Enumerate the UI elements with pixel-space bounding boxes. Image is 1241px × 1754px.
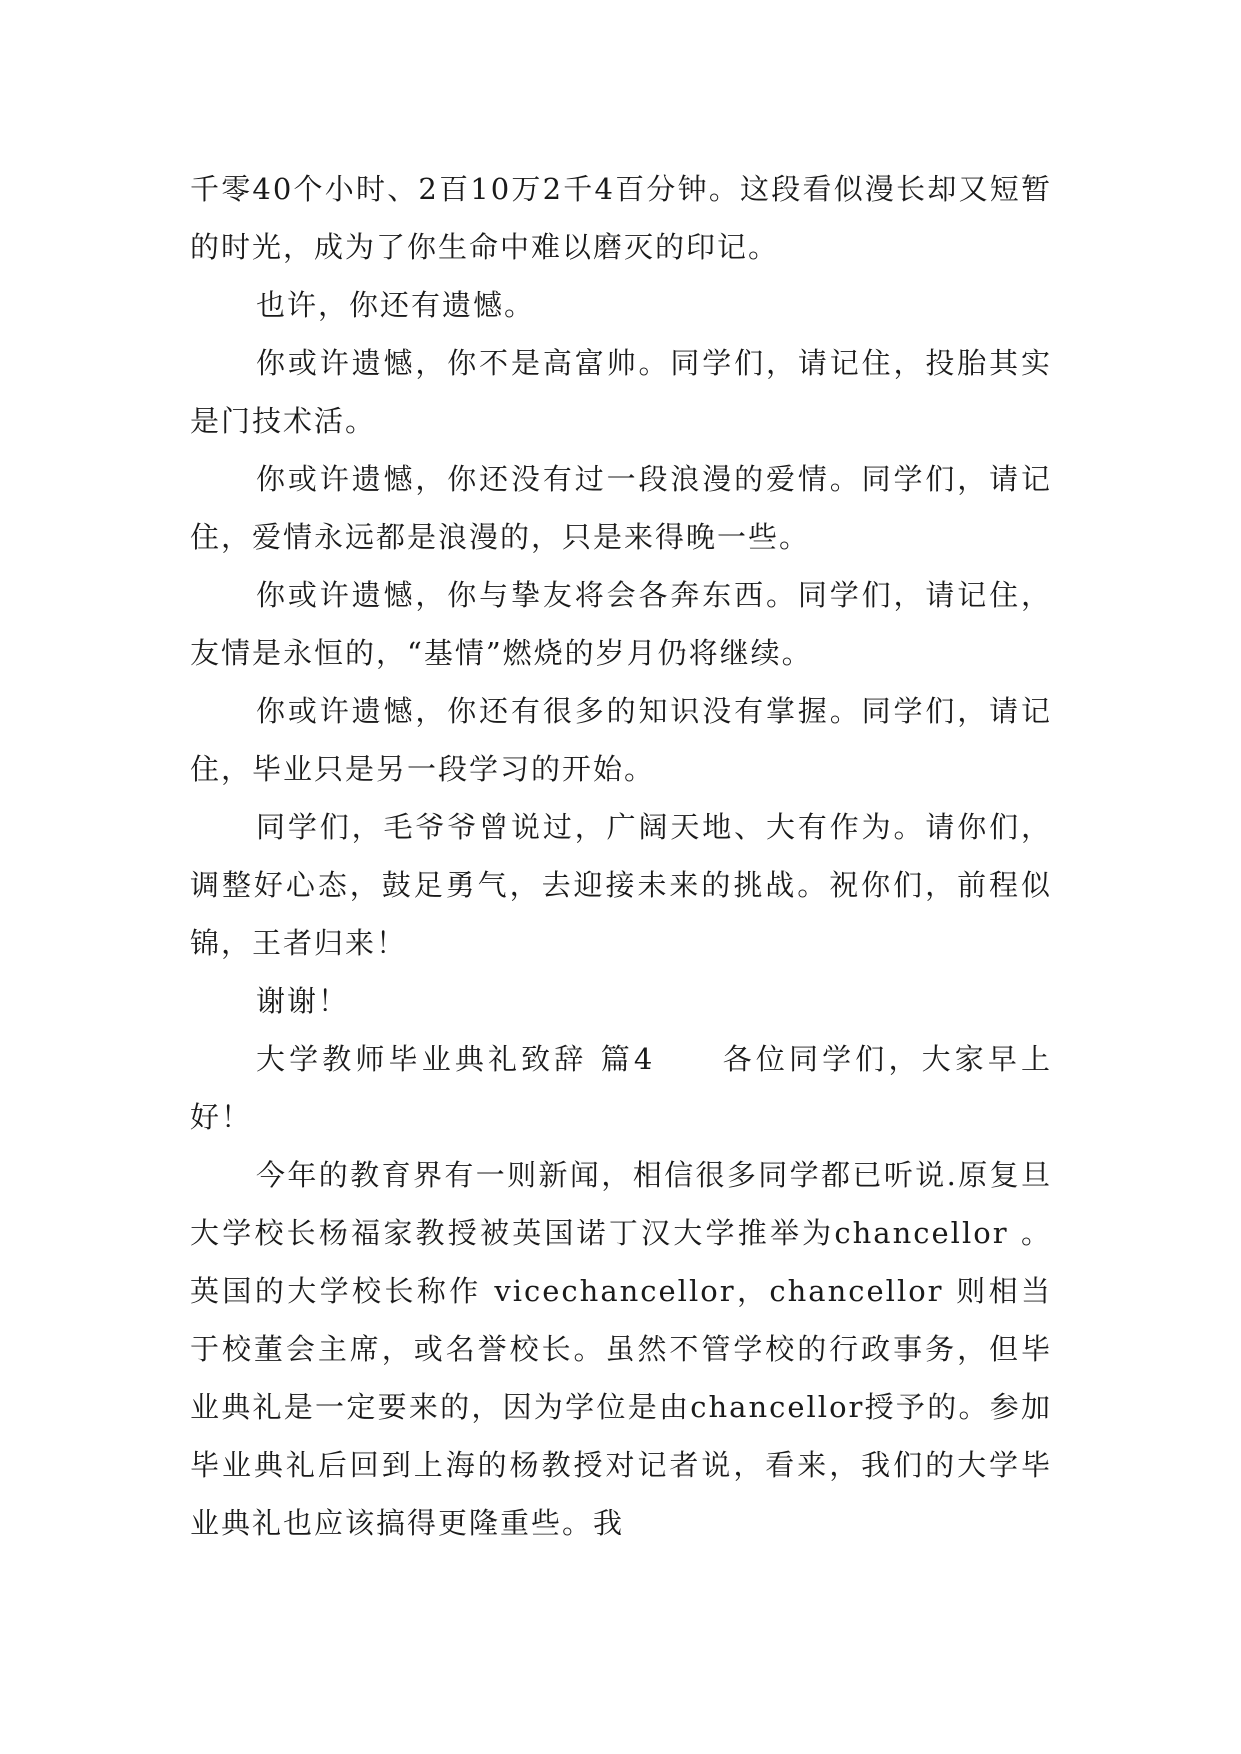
paragraph-6: 你或许遗憾，你还有很多的知识没有掌握。同学们，请记住，毕业只是另一段学习的开始。 bbox=[190, 694, 1052, 786]
paragraph-2: 也许，你还有遗憾。 bbox=[256, 288, 536, 322]
paragraph-5: 你或许遗憾，你与挚友将会各奔东西。同学们，请记住，友情是永恒的，“基情”燃烧的岁月仍将继续。 bbox=[190, 578, 1052, 670]
document-body bbox=[190, 160, 1052, 1552]
paragraph-1: 千零40个小时、2百10万2千4百分钟。这段看似漫长却又短暂的时光，成为了你生命中难以磨灭的印记。 bbox=[190, 172, 1052, 264]
section-heading-paragraph: 大学教师毕业典礼致辞 篇4 各位同学们，大家早上好！ bbox=[190, 1042, 1052, 1134]
paragraph-3: 你或许遗憾，你不是高富帅。同学们，请记住，投胎其实是门技术活。 bbox=[190, 346, 1052, 438]
paragraph-4: 你或许遗憾，你还没有过一段浪漫的爱情。同学们，请记住，爱情永远都是浪漫的，只是来得晚一些。 bbox=[190, 462, 1052, 554]
paragraph-7: 同学们，毛爷爷曾说过，广阔天地、大有作为。请你们，调整好心态，鼓足勇气，去迎接未来的挑战。祝你们，前程似锦，王者归来！ bbox=[190, 810, 1052, 960]
paragraph-8: 谢谢！ bbox=[256, 984, 350, 1018]
paragraph-10: 今年的教育界有一则新闻，相信很多同学都已听说.原复旦大学校长杨福家教授被英国诺丁汉大学推举为chancellor 。英国的大学校长称作 vicechancellor，chancellor 则相当于校董会主席，或名誉校长。虽然不管学校的行政事务，但毕业典礼是一定要来的，因为学位是由chancellor授予的。参加毕业典礼后回到上海的杨教授对记者说，看来，我们的大学毕业典礼也应该搞得更隆重些。我 bbox=[190, 1158, 1052, 1540]
